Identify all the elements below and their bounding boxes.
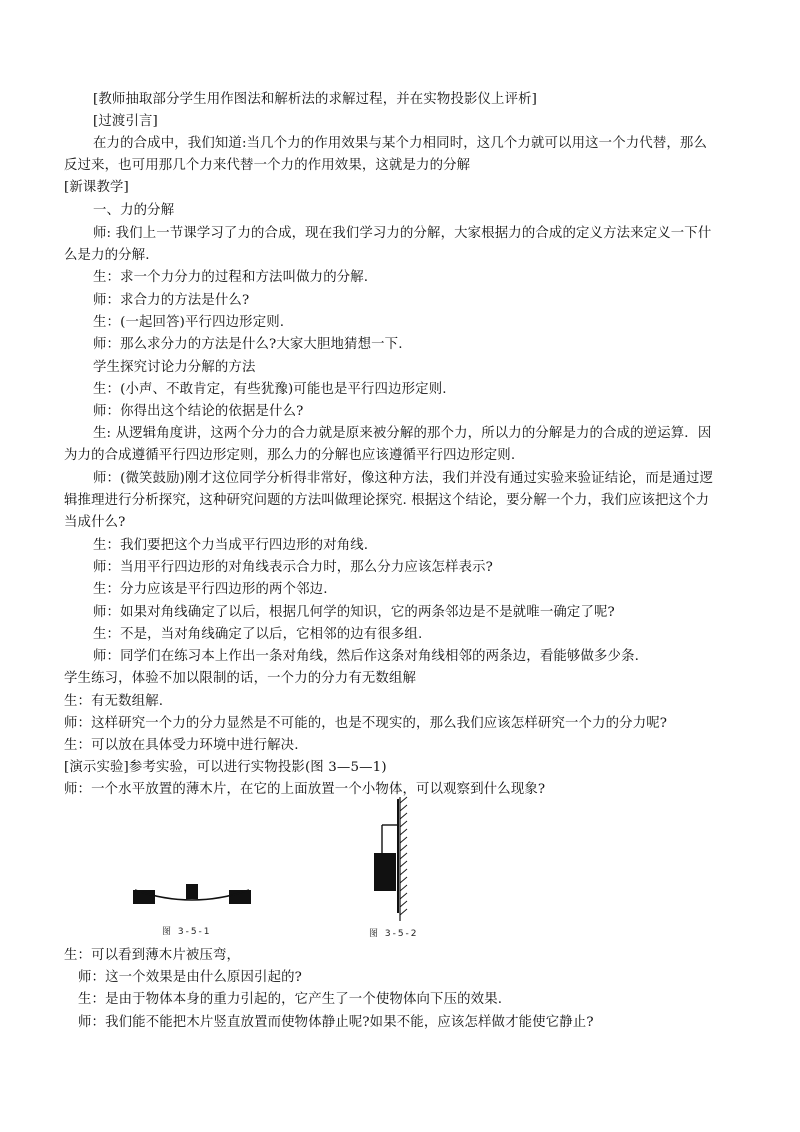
section-heading: 一、力的分解 [93, 203, 175, 218]
text-line: 师：我们能不能把木片竖直放置而使物体静止呢?如果不能，应该怎样做才能使它静止? [78, 1015, 594, 1030]
text-line: 生：有无数组解. [64, 694, 164, 709]
text-line: 当成什么? [64, 515, 126, 530]
text-line: [新课教学] [64, 180, 129, 195]
text-line: 么是力的分解. [64, 248, 150, 263]
figure-vertical-plank [366, 793, 426, 925]
text-line: 师：当用平行四边形的对角线表示合力时，那么分力应该怎样表示? [93, 560, 494, 575]
text-line: [教师抽取部分学生用作图法和解析法的求解过程，并在实物投影仪上评析] [93, 92, 538, 107]
figure-caption: 图 3-5-2 [369, 929, 419, 939]
text-line: 生：(一起回答)平行四边形定则. [93, 315, 285, 330]
text-line: 学生练习，体验不加以限制的话，一个力的分力有无数组解 [64, 671, 417, 686]
small-object [186, 884, 198, 899]
wall-hatching [400, 797, 407, 915]
text-line: 师：如果对角线确定了以后，根据几何学的知识，它的两条邻边是不是就唯一确定了呢? [93, 605, 615, 620]
text-line: 为力的合成遵循平行四边形定则，那么力的分解也应该遵循平行四边形定则. [64, 448, 516, 463]
text-line: 反过来，也可用那几个力来代替一个力的作用效果，这就是力的分解 [64, 158, 471, 173]
text-line: 学生探究讨论力分解的方法 [93, 360, 256, 375]
text-line: 师：这样研究一个力的分力显然是不可能的，也是不现实的，那么我们应该怎样研究一个力的分力呢? [64, 716, 668, 731]
text-line: 生: 从逻辑角度讲，这两个分力的合力就是原来被分解的那个力，所以力的分解是力的合成的逆运算．因 [93, 426, 712, 441]
text-line: 在力的合成中，我们知道:当几个力的作用效果与某个力相同时，这几个力就可以用这一个力代替，那么 [93, 136, 707, 151]
text-line: 生：是由于物体本身的重力引起的，它产生了一个使物体向下压的效果. [78, 992, 503, 1007]
text-line: 师：(微笑鼓励)刚才这位同学分析得非常好，像这种方法，我们并没有通过实验来验证结论，而是通过逻 [93, 471, 714, 486]
text-line: 生：可以看到薄木片被压弯， [64, 948, 241, 963]
text-line: 生：我们要把这个力当成平行四边形的对角线. [93, 538, 369, 553]
text-line: 师：求合力的方法是什么? [93, 293, 250, 308]
text-line: 师：一个水平放置的薄木片，在它的上面放置一个小物体，可以观察到什么现象? [64, 782, 546, 797]
text-line: 生：分力应该是平行四边形的两个邻边. [93, 582, 328, 597]
text-line: 生：可以放在具体受力环境中进行解决. [64, 738, 299, 753]
figure-bent-plank [125, 870, 255, 918]
text-line: 师：你得出这个结论的依据是什么? [93, 404, 304, 419]
text-line: 生：不是，当对角线确定了以后，它相邻的边有很多组. [93, 627, 423, 642]
text-line: [演示实验]参考实验，可以进行实物投影(图 3—5—1) [64, 760, 387, 775]
text-line: 师：这一个效果是由什么原因引起的? [78, 970, 302, 985]
text-line: 师：那么求分力的方法是什么?大家大胆地猜想一下. [93, 337, 403, 352]
text-line: 师: 我们上一节课学习了力的合成，现在我们学习力的分解，大家根据力的合成的定义方法来定义一下什 [93, 226, 712, 241]
text-line: 师：同学们在练习本上作出一条对角线，然后作这条对角线相邻的两条边，看能够做多少条. [93, 649, 640, 664]
figure-caption: 图 3-5-1 [162, 927, 212, 937]
text-line: [过渡引言] [93, 114, 158, 129]
object-block [374, 853, 396, 891]
text-line: 生：(小声、不敢肯定，有些犹豫)可能也是平行四边形定则. [93, 382, 447, 397]
text-line: 生：求一个力分力的过程和方法叫做力的分解. [93, 270, 369, 285]
text-line: 辑推理进行分析探究，这种研究问题的方法叫做理论探究. 根据这个结论，要分解一个力，我们应该把这个力 [64, 493, 710, 508]
